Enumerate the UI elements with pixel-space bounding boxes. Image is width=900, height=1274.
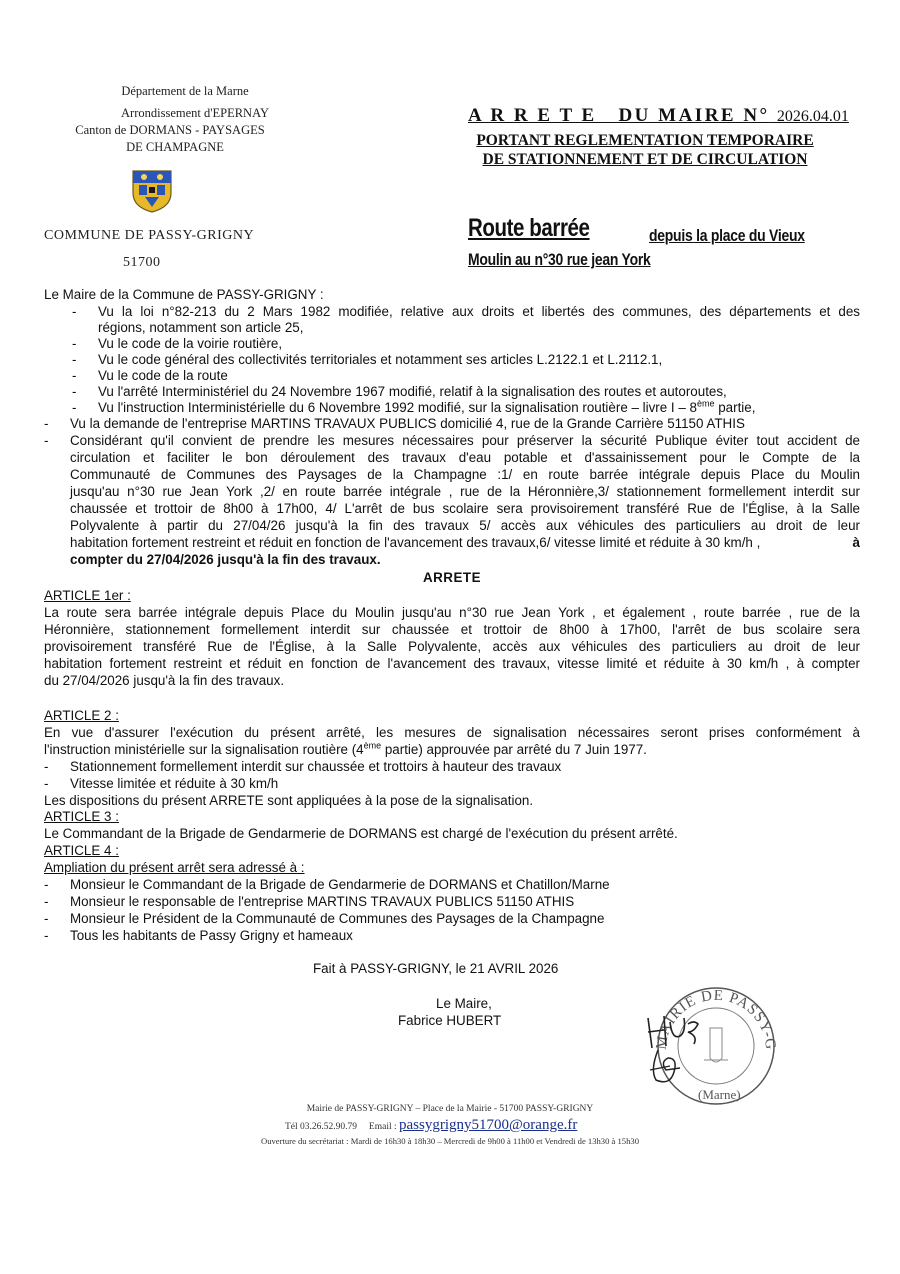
route-barree-heading: Route barrée: [468, 214, 590, 242]
considerant-line5: chaussée et trottoir de 8h00 à 17h00, 4/ L'arrêt de bus scolaire sera provisoirement transféré Rue de l'Église, à la Salle: [70, 501, 860, 516]
signatory-name: Fabrice HUBERT: [398, 1013, 502, 1028]
article4-item4: Tous les habitants de Passy Grigny et hameaux: [70, 928, 353, 943]
route-description-line2: Moulin au n°30 rue jean York: [468, 250, 651, 269]
article1-heading: ARTICLE 1er :: [44, 588, 131, 603]
considerant-line7-text: habitation fortement restreint et réduit en fonction de l'avancement des travaux,6/ vitesse limité et réduite à 30 km/h ,: [70, 535, 761, 550]
vu-demande: Vu la demande de l'entreprise MARTINS TRAVAUX PUBLICS domicilié 4, rue de la Grande Carrière 51150 ATHIS: [70, 416, 745, 431]
article2-line2: [44, 742, 860, 758]
vu-loi-line1: Vu la loi n°82-213 du 2 Mars 1982 modifiée, relative aux droits et libertés des communes, des départements et des: [98, 304, 860, 319]
article2-item1: Stationnement formellement interdit sur chaussée et trottoirs à hauteur des travaux: [70, 759, 562, 774]
article1-line3: provisoirement transféré Rue de l'Église, à la Salle Polyvalente, accès aux véhicules des particuliers au droit de leur: [44, 639, 860, 654]
article1-line2: Héronnière, stationnement formellement interdit sur chaussée et trottoir de 8h00 à 17h00, l'arrêt de bus scolaire sera: [44, 622, 860, 637]
document-body: [44, 287, 860, 987]
signatory-role: Le Maire,: [436, 996, 492, 1011]
vu-arrete-1967: Vu l'arrêté Interministériel du 24 Novembre 1967 modifié, relatif à la signalisation des routes et autoroutes,: [98, 384, 727, 399]
stamp-text: MAIRIE DE PASSY-G: [653, 987, 779, 1052]
dash: -: [72, 304, 77, 319]
header-left-block: [40, 82, 300, 156]
coat-of-arms-icon: [131, 169, 173, 213]
considerant-line6: Polyvalente à partir du 27/04/26 jusqu'à la fin des travaux 5/ accès aux véhicules des particuliers au droit de leur: [70, 518, 860, 533]
dash: -: [72, 384, 77, 399]
arrondissement: Arrondissement d'EPERNAY: [121, 106, 269, 120]
considerant-line8: compter du 27/04/2026 jusqu'à la fin des travaux.: [70, 552, 381, 567]
subtitle-line1: PORTANT REGLEMENTATION TEMPORAIRE: [476, 132, 814, 149]
article2-line2-end: partie) approuvée par arrêté du 7 Juin 1977.: [381, 742, 647, 757]
dash: -: [72, 400, 77, 415]
dash: -: [72, 352, 77, 367]
superscript: ème: [363, 740, 382, 751]
vu-instruction-1992: [98, 400, 860, 416]
route-description-line1: depuis la place du Vieux: [649, 226, 805, 245]
dash: -: [72, 368, 77, 383]
subtitle-line2: DE STATIONNEMENT ET DE CIRCULATION: [482, 151, 808, 168]
considerant-line2: circulation et faciliter le bon déroulement des travaux d'eau potable et d'assainissement pour le Compte de la: [70, 450, 860, 465]
footer-hours: Ouverture du secrétariat : Mardi de 16h30 à 18h30 – Mercredi de 9h00 à 11h00 et Vendredi de 13h30 à 15h30: [260, 1136, 639, 1146]
commune-name: COMMUNE DE PASSY-GRIGNY: [44, 228, 255, 243]
considerant-line1: Considérant qu'il convient de prendre les mesures nécessaires pour préserver la sécurité Publique éviter tout accident de: [70, 433, 860, 448]
article1-line1: La route sera barrée intégrale depuis Place du Moulin jusqu'au n°30 rue Jean York , et également , route barrée , rue de la: [44, 605, 860, 620]
article2-closing: Les dispositions du présent ARRETE sont appliquées à la pose de la signalisation.: [44, 793, 534, 808]
article4-item1: Monsieur le Commandant de la Brigade de Gendarmerie de DORMANS et Chatillon/Marne: [70, 877, 610, 892]
arrete-title-text: A R R E T E DU MAIRE N°: [468, 105, 770, 126]
dash: -: [44, 877, 49, 892]
considerant-a: à: [852, 535, 860, 550]
arrete-number: 2026.04.01: [776, 108, 849, 125]
article3-heading: ARTICLE 3 :: [44, 809, 119, 824]
place-date: Fait à PASSY-GRIGNY, le 21 AVRIL 2026: [313, 961, 559, 976]
vu-instruction-end: partie,: [714, 400, 756, 415]
commune-postcode: 51700: [123, 255, 161, 270]
arrete-title: [468, 105, 849, 127]
vu-code-route: Vu le code de la route: [98, 368, 228, 383]
article2-heading: ARTICLE 2 :: [44, 708, 119, 723]
considerant-line3: Communauté de Communes des Paysages de la Champagne :1/ en route barrée intégrale depuis Place du Moulin: [70, 467, 860, 482]
article4-item2: Monsieur le responsable de l'entreprise MARTINS TRAVAUX PUBLICS 51150 ATHIS: [70, 894, 575, 909]
dash: -: [72, 336, 77, 351]
dash: -: [44, 416, 49, 431]
article2-line1: En vue d'assurer l'exécution du présent arrêté, les mesures de signalisation nécessaires seront prises conformément à: [44, 725, 860, 740]
article4-heading: ARTICLE 4 :: [44, 843, 119, 858]
article1-line5: du 27/04/2026 jusqu'à la fin des travaux.: [44, 673, 285, 688]
dash: -: [44, 759, 49, 774]
footer-email-link[interactable]: passygrigny51700@orange.fr: [399, 1117, 578, 1133]
superscript: ème: [696, 398, 715, 409]
dash: -: [44, 433, 49, 448]
vu-voirie: Vu le code de la voirie routière,: [98, 336, 283, 351]
route-headline: [468, 214, 616, 243]
vu-loi-line2: régions, notamment son article 25,: [98, 320, 304, 335]
dash: -: [44, 911, 49, 926]
vu-cgct: Vu le code général des collectivités territoriales et notamment ses articles L.2122.1 et L.2112.1,: [98, 352, 663, 367]
considerant-line7: [70, 535, 860, 551]
footer-contact: [285, 1117, 577, 1134]
dash: -: [44, 894, 49, 909]
article4-intro: Ampliation du présent arrêt sera adressé à :: [44, 860, 305, 875]
footer-tel: Tél 03.26.52.90.79: [285, 1122, 358, 1132]
arrete-heading: ARRETE: [422, 570, 482, 585]
intro: Le Maire de la Commune de PASSY-GRIGNY :: [44, 287, 324, 302]
dash: -: [44, 776, 49, 791]
footer-email-label: Email :: [368, 1122, 397, 1132]
canton-line2: DE CHAMPAGNE: [126, 140, 224, 154]
article1-line4: habitation fortement restreint et réduit en fonction de l'avancement des travaux, vitesse limité et réduite à 30 km/h , à compter: [44, 656, 860, 671]
handwritten-signature: [640, 1010, 720, 1090]
vu-instruction-text: Vu l'instruction Interministérielle du 6 Novembre 1992 modifié, sur la signalisation routière – livre I – 8: [98, 400, 697, 415]
canton: Canton de DORMANS - PAYSAGES: [75, 123, 265, 137]
article4-item3: Monsieur le Président de la Communauté de Communes des Paysages de la Champagne: [70, 911, 605, 926]
footer-address: Mairie de PASSY-GRIGNY – Place de la Mairie - 51700 PASSY-GRIGNY: [306, 1104, 594, 1114]
department: Département de la Marne: [121, 84, 249, 98]
article3-text: Le Commandant de la Brigade de Gendarmerie de DORMANS est chargé de l'exécution du présent arrêté.: [44, 826, 678, 841]
considerant-line4: jusqu'au n°30 rue Jean York ,2/ en route barrée intégrale , rue de la Héronnière,3/ stationnement formellement interdit sur: [70, 484, 860, 499]
article2-item2: Vitesse limitée et réduite à 30 km/h: [70, 776, 279, 791]
article2-line2-text: l'instruction ministérielle sur la signalisation routière (4: [44, 742, 364, 757]
dash: -: [44, 928, 49, 943]
stamp-bottom-text: (Marne): [698, 1087, 741, 1102]
